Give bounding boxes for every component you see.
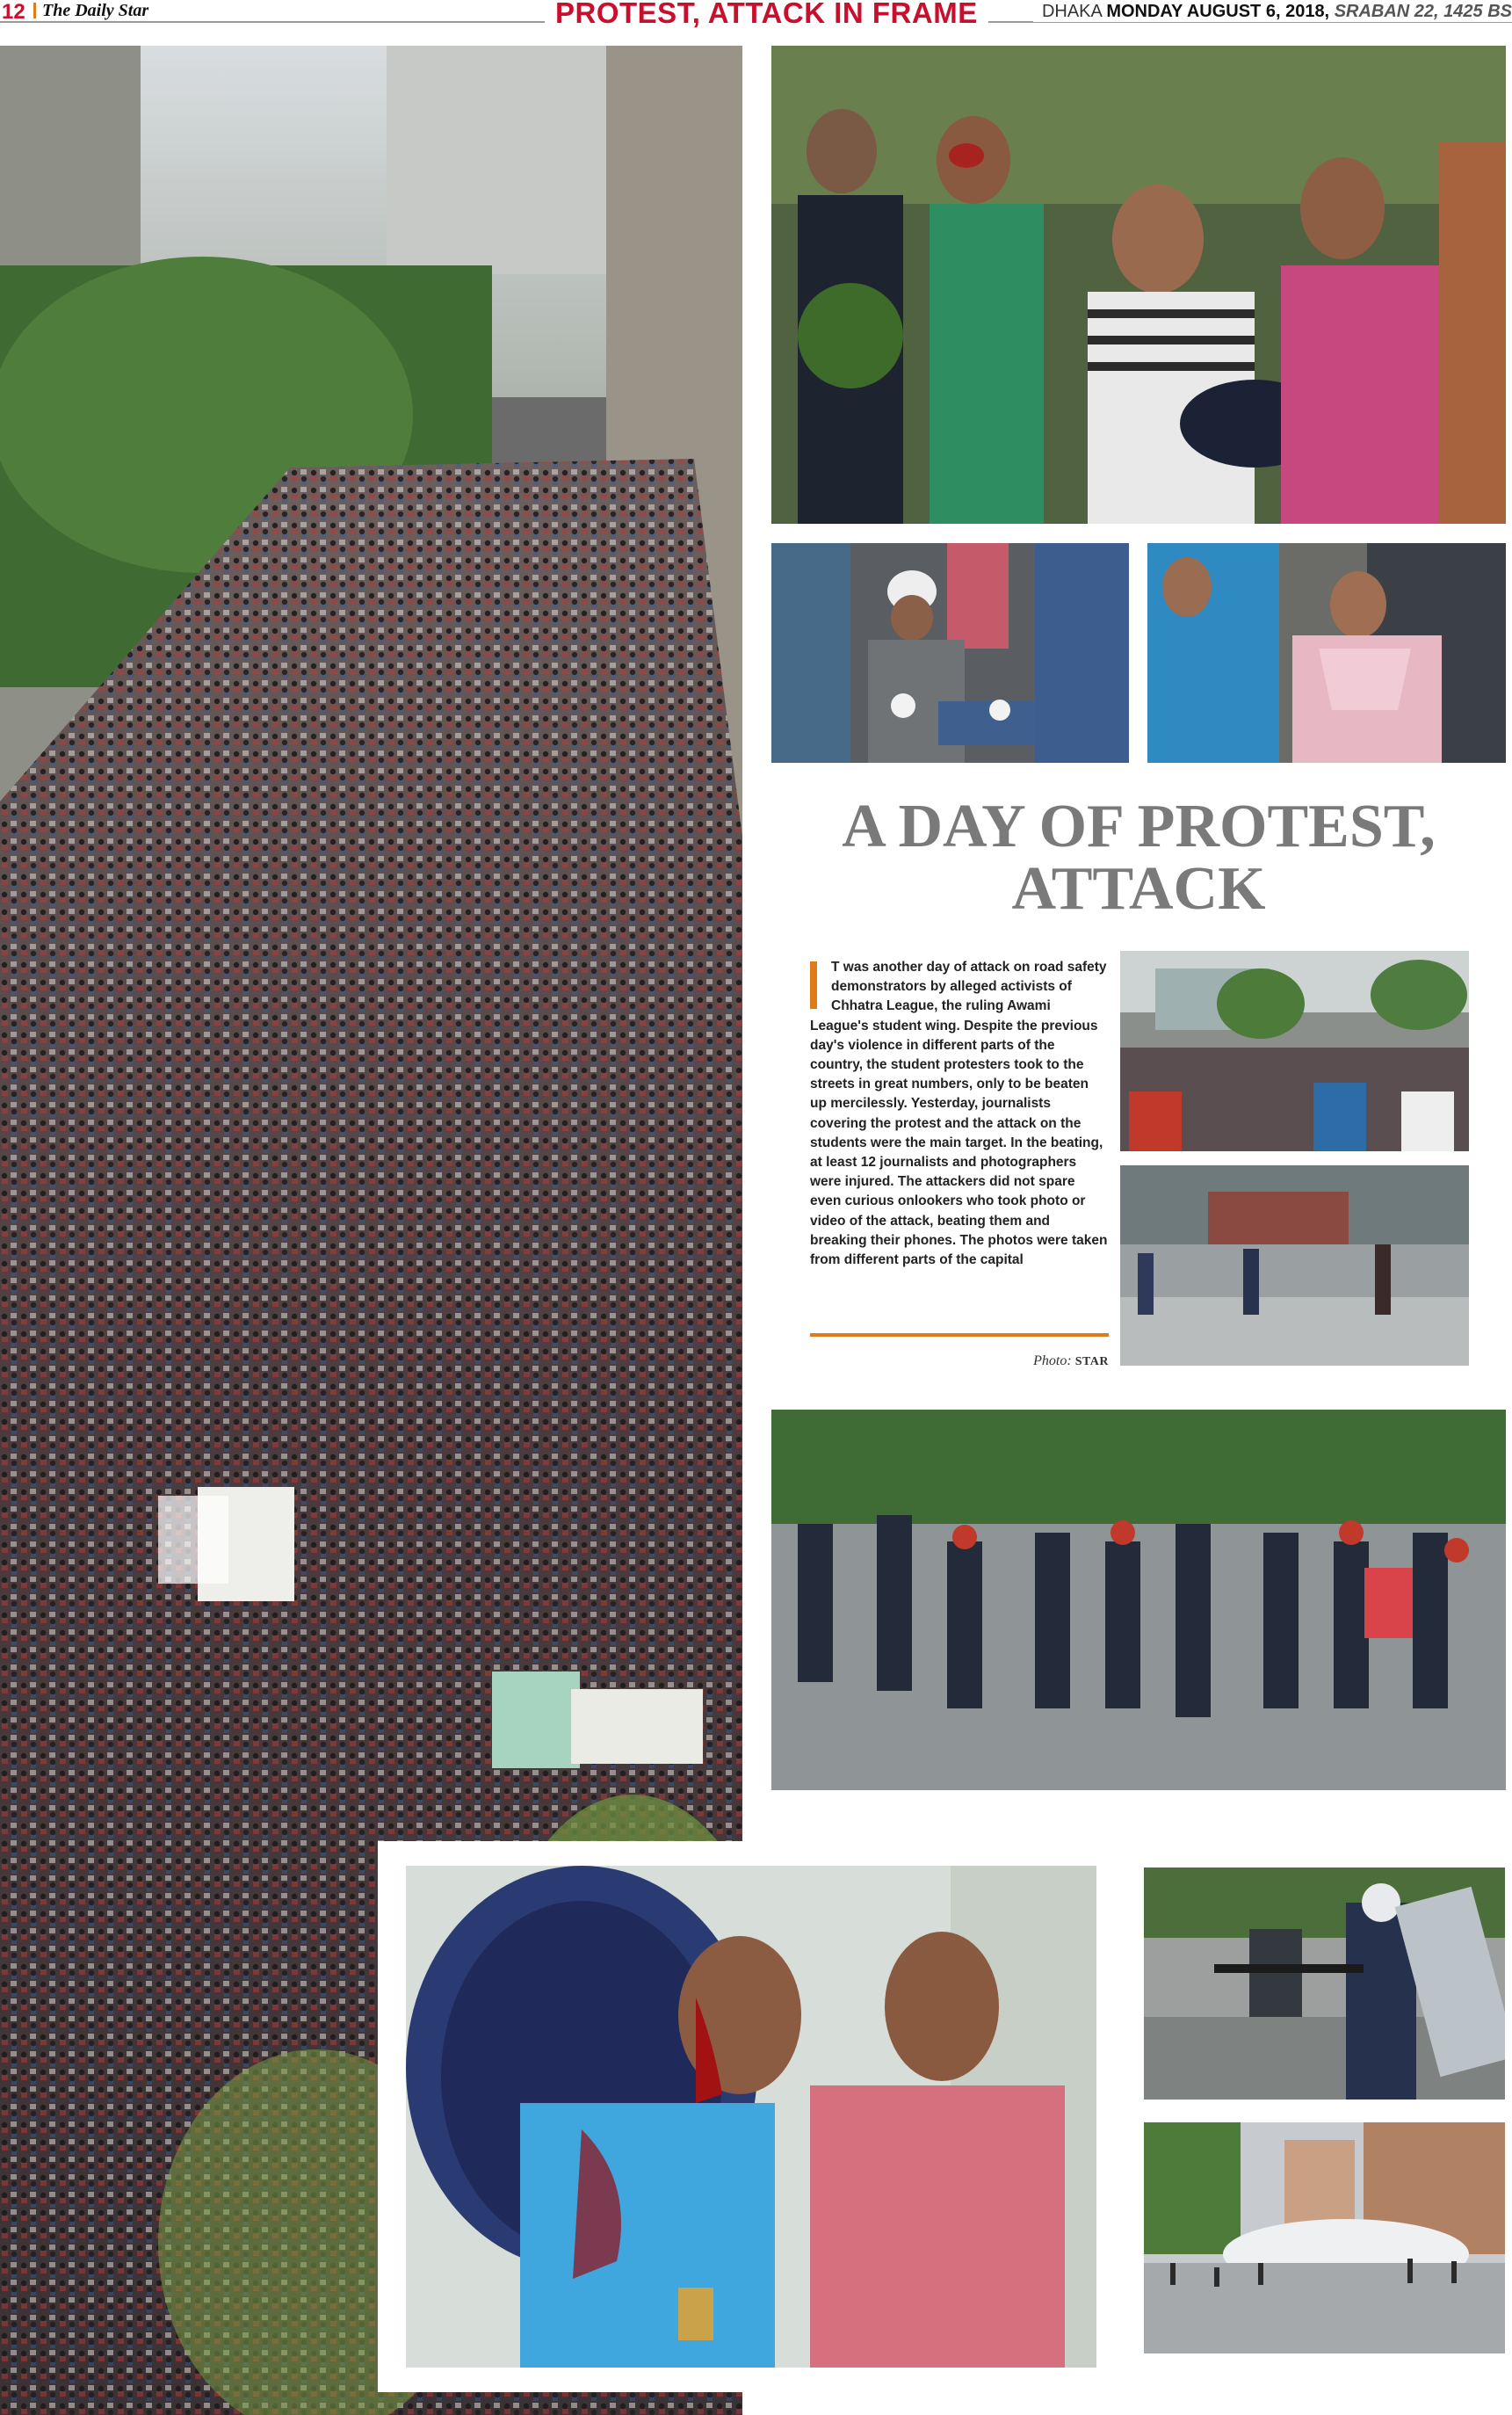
story-body-text: T was another day of attack on road safety demonstrators by alleged activists of Chhatra League, the ruling Awami League's student wing. Despite the previous day's violence in different parts of the country, the student protesters took to the streets in great numbers, only to be beaten up mercilessly. Yesterday, journalists covering the protest and the attack on the students were the main target. In the beating, at least 12 journalists and photographers were injured. The attackers did not spare even curious onlookers who took photo or video of the attack, beating them and breaking their phones. The photos were taken from different parts of the capital	[810, 960, 1108, 1268]
credit-prefix: Photo:	[1033, 1353, 1072, 1368]
headline-line-1: A DAY OF PROTEST,	[842, 793, 1436, 860]
newspaper-name: The Daily Star	[42, 1, 156, 21]
header-divider	[33, 3, 36, 18]
story-headline	[771, 793, 1506, 924]
helmeted-attackers-art	[771, 1410, 1506, 1790]
dateline-city: DHAKA	[1041, 2, 1102, 21]
photo-tear-gas-street	[1144, 2122, 1505, 2353]
photo-injured-man	[771, 543, 1129, 763]
bleeding-student-image	[406, 1866, 1096, 2368]
photo-credit	[810, 1353, 1109, 1369]
photo-women-crying	[771, 46, 1506, 524]
injured-man-art	[771, 543, 1129, 763]
photo-bleeding-student	[378, 1841, 1125, 2392]
tear-gas-street-art	[1144, 2122, 1505, 2353]
women-crying-art	[771, 46, 1506, 524]
street-crowd-art	[1120, 951, 1469, 1151]
woman-wailing-art	[1147, 543, 1506, 763]
dateline	[1033, 2, 1512, 22]
page-header	[0, 0, 1512, 30]
dateline-date: MONDAY AUGUST 6, 2018,	[1106, 2, 1330, 21]
photo-woman-wailing	[1147, 543, 1506, 763]
section-title: PROTEST, ATTACK IN FRAME	[545, 0, 988, 30]
story-panel	[771, 769, 1506, 1402]
page-number: 12	[2, 0, 25, 24]
story-rule	[810, 1333, 1109, 1337]
street-attack-art	[1120, 1165, 1469, 1366]
photo-helmeted-attackers	[771, 1410, 1506, 1790]
photo-street-attack	[1120, 1165, 1469, 1366]
photo-street-crowd	[1120, 951, 1469, 1151]
police-firing-art	[1144, 1867, 1505, 2100]
story-body	[810, 958, 1109, 1270]
dropcap-bar	[810, 961, 817, 1009]
photo-police-firing	[1144, 1867, 1505, 2100]
headline-line-2: ATTACK	[1011, 855, 1266, 924]
bleeding-student-art	[406, 1866, 1096, 2368]
credit-source: STAR	[1074, 1355, 1109, 1368]
dateline-bangla-date: SRABAN 22, 1425 BS	[1334, 2, 1512, 21]
